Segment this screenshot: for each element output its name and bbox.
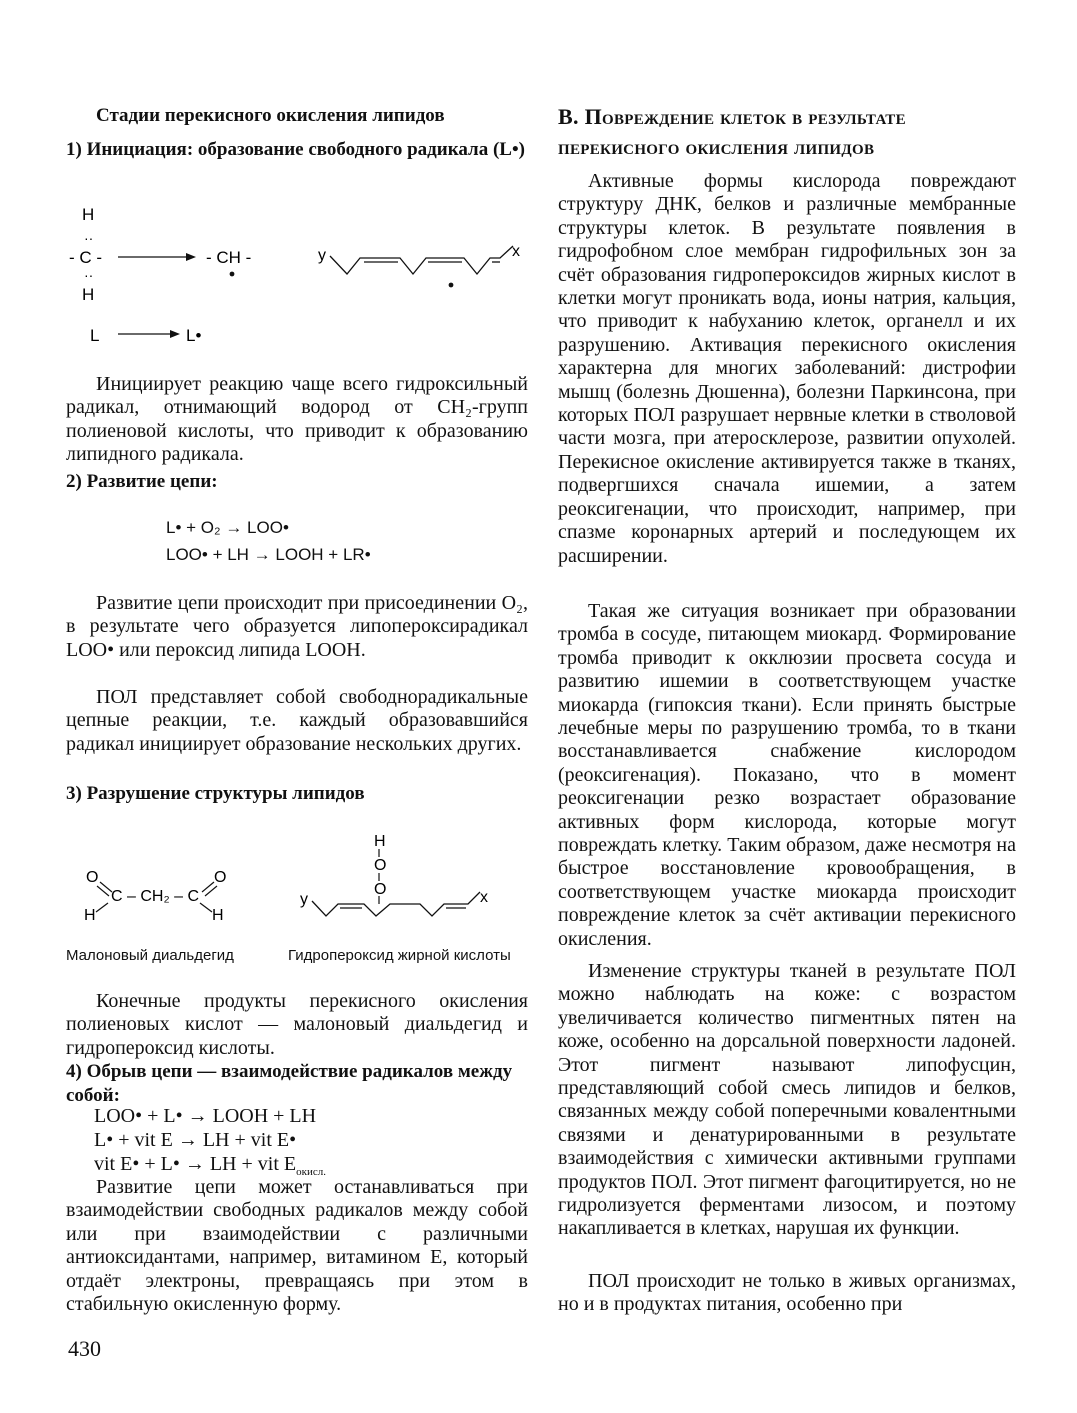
scheme-ch-product: - CH - <box>206 248 252 267</box>
reaction-1: L• + O₂ → LOO• <box>166 518 289 537</box>
chain-label-x: x <box>512 243 520 260</box>
hp-o-top: O <box>374 857 387 874</box>
paragraph-skin: Изменение структуры тканей в результате ПОЛ можно наблюдать на коже: с возрастом увеличивается количество пигментных пятен на коже, особенно на дорсальной поверхности ладоней. Этот пигмент называют липофусцин, представляющий собой смесь липидов и белков, связанных между собой поперечными ковалентными связями и денатурированными в результате взаимодействия с химически активными группами продуктов ПОЛ. Этот пигмент фагоцитируется, но не гидролизуется ферментами лизосом, и поэтому накапливается в клетках, нарушая их функции. <box>558 960 1016 1240</box>
mda-h-right: H <box>212 907 224 924</box>
paragraph-initiation: Инициирует реакцию чаще всего гидроксильный радикал, отнимающий водород от CH₂-групп полиеновой кислоты, что приводит к образованию липидного радикала. <box>66 373 528 466</box>
scheme-h-top: H <box>82 205 95 224</box>
hp-h: H <box>374 833 386 850</box>
mda-o-right: O <box>214 869 227 886</box>
hp-o-bottom: O <box>374 881 387 898</box>
svg-text:··: ·· <box>84 267 94 283</box>
l-reactant: L <box>90 326 100 345</box>
scheme-h-bottom: H <box>82 285 95 304</box>
stages-heading: Стадии перекисного окисления липидов <box>96 105 445 126</box>
termination-eq-3-sub: окисл. <box>296 1166 326 1178</box>
initiation-scheme <box>66 200 528 350</box>
l-radical: L• <box>186 326 202 345</box>
scheme-carbon: - C - <box>69 248 103 267</box>
termination-eq-1: LOO• + L• → LOOH + LH <box>94 1105 317 1127</box>
paragraph-damage: Активные формы кислорода повреждают структуру ДНК, белков и различные мембранные структуры клеток. В результате появления в гидрофобном слое мембран гидрофильных зон за счёт образования гидропероксидов жирных кислот в клетки могут проникать вода, ионы натрия, кальция, что приводит к набуханию клеток, органелл и их разрушению. Активация перекисного окисления характерна для многих заболеваний: дистрофии мышц (болезнь Дюшенна), болезни Паркинсона, при которых ПОЛ разрушает нервные клетки в стволовой части мозга, при атеросклерозе, развитии опухолей. Перекисное окисление активируется также в тканях, подвергшихся сначала ишемии, а затем реоксигенации, что происходит, например, при спазме коронарных артерий и последующем их расширении. <box>558 170 1016 567</box>
mda-h-left: H <box>84 907 96 924</box>
chain-label-y: y <box>318 247 326 264</box>
hp-label-x: x <box>480 889 488 906</box>
mda-chain: C – CH₂ – C <box>111 888 200 905</box>
section-v-heading: В. Повреждение клеток в результате перекисного окисления липидов <box>558 104 906 159</box>
hp-label-y: y <box>300 891 308 908</box>
svg-text:··: ·· <box>84 230 94 246</box>
paragraph-thrombus: Такая же ситуация возникает при образовании тромба в сосуде, питающем миокард. Формирование тромба приводит к окклюзии просвета сосуда и развитию ишемии в соответствующем участке миокарда (гипоксия ткани). Если принять быстрые лечебные меры по разрушению тромба, то в ткани восстанавливается снабжение кислородом (реоксигенация). Показано, что в момент реоксигенации резко возрастает образование активных форм кислорода, которые могут повреждать клетку. Таким образом, даже несмотря на быстрое восстановление кровообращения, в соответствующем участке миокарда происходит повреждение клеток за счёт активации перекисного окисления. <box>558 600 1016 950</box>
stage-initiation-title: 1) Инициация: образование свободного радикала (L•) <box>66 139 525 160</box>
mda-o-left: O <box>86 869 99 886</box>
termination-eq-3-main: vit E• + L• → LH + vit E <box>94 1153 297 1175</box>
stage-destruction-title: 3) Разрушение структуры липидов <box>66 783 365 804</box>
paragraph-end-products: Конечные продукты перекисного окисления полиеновых кислот — малоновый диальдегид и гидропероксид кислоты. <box>66 990 528 1059</box>
paragraph-pol-definition: ПОЛ представляет собой свободнорадикальные цепные реакции, т.е. каждый образовавшийся радикал инициирует образование нескольких других. <box>66 686 528 755</box>
destruction-structures <box>66 826 528 928</box>
page-number: 430 <box>68 1336 101 1361</box>
stage-termination-title: 4) Обрыв цепи — взаимодействие радикалов между собой: <box>66 1061 513 1106</box>
termination-eq-2: L• + vit E → LH + vit E• <box>94 1129 297 1151</box>
reaction-2: LOO• + LH → LOOH + LR• <box>166 545 371 564</box>
stage-propagation-title: 2) Развитие цепи: <box>66 471 218 492</box>
caption-hydroperoxide: Гидропероксид жирной кислоты <box>288 947 511 964</box>
paragraph-propagation: Развитие цепи происходит при присоединении O₂, в результате чего образуется липопероксирадикал LOO• или пероксид липида LOOH. <box>66 592 528 661</box>
paragraph-termination: Развитие цепи может останавливаться при взаимодействии свободных радикалов между собой или при взаимодействии с различными антиоксидантами, например, витамином E, который отдаёт электроны, превращаясь при этом в стабильную окисленную форму. <box>66 1176 528 1316</box>
paragraph-food: ПОЛ происходит не только в живых организмах, но и в продуктах питания, особенно при <box>558 1270 1016 1316</box>
caption-malondialdehyde: Малоновый диальдегид <box>66 947 234 964</box>
